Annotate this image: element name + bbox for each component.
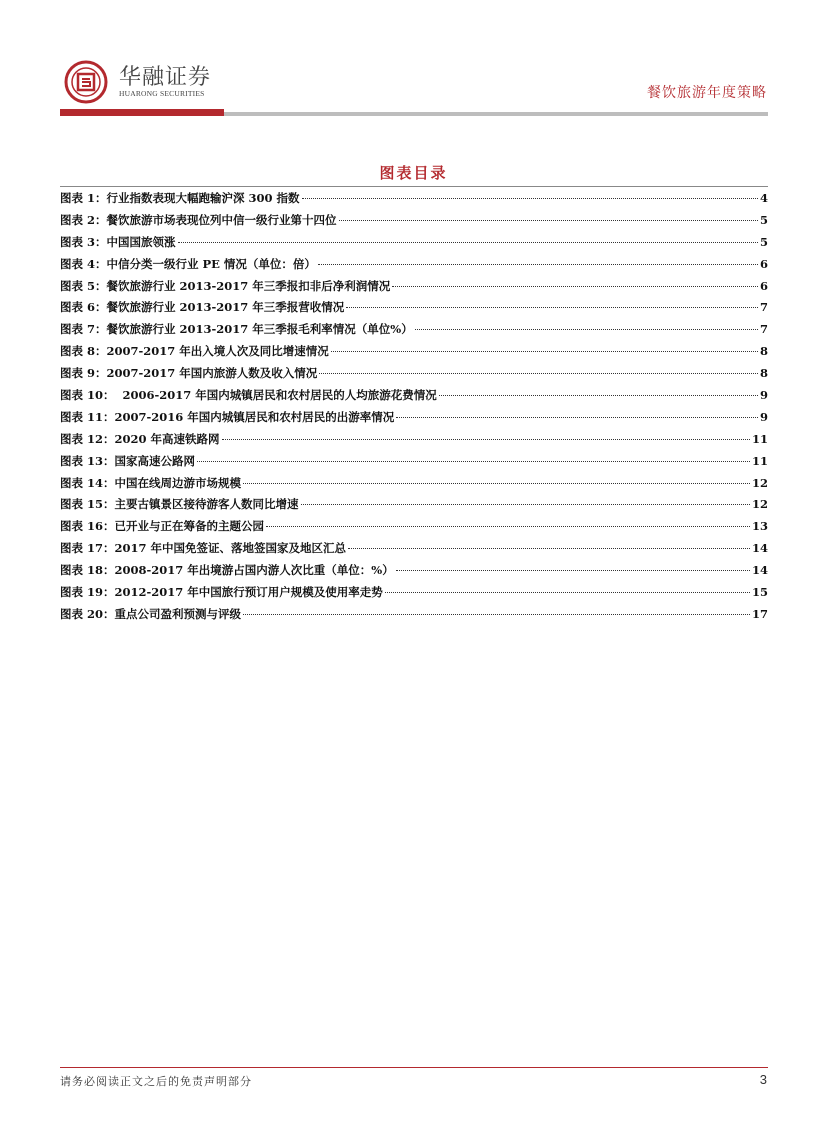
toc-entry-page: 14 <box>751 563 768 578</box>
toc-entry[interactable] <box>60 365 768 387</box>
toc-entry-page: 12 <box>751 475 768 490</box>
toc-title: 图表目录 <box>379 164 448 182</box>
toc-entry[interactable] <box>60 387 768 409</box>
toc-entry[interactable] <box>60 299 768 321</box>
toc-entry-label: 图表 1：行业指数表现大幅跑输沪深 300 指数 <box>60 191 300 205</box>
toc-entry-leader <box>396 417 758 418</box>
toc-entry-label: 图表 10： 2006-2017 年国内城镇居民和农村居民的人均旅游花费情况 <box>60 388 437 403</box>
toc-entry-page: 8 <box>759 344 768 359</box>
footer-disclaimer: 请务必阅读正文之后的免责声明部分 <box>60 1075 252 1088</box>
toc-entry-leader <box>348 548 750 549</box>
toc-entry-leader <box>385 592 750 593</box>
toc-entry-leader <box>197 461 750 462</box>
report-title: 餐饮旅游年度策略 <box>647 85 767 101</box>
toc-entry-label: 图表 8：2007-2017 年出入境人次及同比增速情况 <box>60 344 329 359</box>
toc-entry-leader <box>301 504 750 505</box>
toc-entry-leader <box>318 264 758 265</box>
toc-entry-page: 17 <box>751 606 768 621</box>
toc-entry-leader <box>266 526 750 527</box>
brand-name-cn: 华融证券 <box>119 65 212 90</box>
toc-entry[interactable] <box>60 234 768 256</box>
toc-entry-leader <box>243 614 750 615</box>
toc-entry-page: 7 <box>759 300 768 315</box>
toc-entry-leader <box>319 373 758 374</box>
toc-entry[interactable] <box>60 562 768 584</box>
toc-entry-page: 7 <box>759 322 768 337</box>
toc-entry-leader <box>243 483 750 484</box>
toc-entry-label: 图表 14：中国在线周边游市场规模 <box>60 475 242 490</box>
toc-entry-page: 14 <box>751 541 768 556</box>
toc-entry[interactable] <box>60 343 768 365</box>
toc-entry-label: 图表 4：中信分类一级行业 PE 情况（单位：倍） <box>60 256 316 271</box>
toc-entry-page: 5 <box>759 234 768 249</box>
toc-entry-label: 图表 7：餐饮旅游行业 2013-2017 年三季报毛利率情况（单位%） <box>60 322 413 337</box>
toc-entry-label: 图表 11：2007-2016 年国内城镇居民和农村居民的出游率情况 <box>60 409 395 424</box>
toc-entry-leader <box>302 198 758 199</box>
toc-entry-label: 图表 18：2008-2017 年出境游占国内游人次比重（单位：%） <box>60 563 394 578</box>
toc-entry-label: 图表 3：中国国旅领涨 <box>60 234 176 249</box>
toc-entry-leader <box>439 395 758 396</box>
toc-entry-label: 图表 16：已开业与正在筹备的主题公园 <box>60 519 265 534</box>
brand-name-en: HUARONG SECURITIES <box>119 89 205 98</box>
toc-entry[interactable] <box>60 409 768 431</box>
toc-entry[interactable] <box>60 453 768 475</box>
toc-entry-leader <box>346 307 758 308</box>
toc-entry-label: 图表 12：2020 年高速铁路网 <box>60 431 220 446</box>
toc-entry-page: 12 <box>751 497 768 512</box>
toc-entry[interactable] <box>60 190 768 212</box>
toc-entry-page: 8 <box>759 366 768 381</box>
toc-entry[interactable] <box>60 496 768 518</box>
huarong-logo-icon <box>64 60 108 104</box>
toc-entry[interactable] <box>60 606 768 628</box>
toc-entry[interactable] <box>60 475 768 497</box>
toc-entry-page: 4 <box>759 191 768 205</box>
toc-entry-label: 图表 20：重点公司盈利预测与评级 <box>60 606 242 621</box>
toc-entry-leader <box>396 570 750 571</box>
table-of-figures <box>60 190 768 628</box>
toc-entry-page: 6 <box>759 256 768 271</box>
toc-entry[interactable] <box>60 321 768 343</box>
toc-entry-label: 图表 17：2017 年中国免签证、落地签国家及地区汇总 <box>60 541 347 556</box>
toc-entry-leader <box>222 439 750 440</box>
toc-entry-label: 图表 6：餐饮旅游行业 2013-2017 年三季报营收情况 <box>60 300 345 315</box>
footer-rule <box>60 1067 768 1068</box>
toc-entry-leader <box>392 286 758 287</box>
toc-entry-page: 9 <box>759 409 768 424</box>
header-rule-accent <box>60 109 224 116</box>
toc-entry-page: 5 <box>759 212 768 227</box>
toc-entry[interactable] <box>60 584 768 606</box>
toc-entry[interactable] <box>60 256 768 278</box>
toc-entry-leader <box>178 242 758 243</box>
toc-entry[interactable] <box>60 431 768 453</box>
toc-entry-label: 图表 19：2012-2017 年中国旅行预订用户规模及使用率走势 <box>60 585 383 600</box>
toc-entry-leader <box>331 351 758 352</box>
header-rule <box>224 112 768 116</box>
toc-entry-page: 11 <box>751 431 768 446</box>
toc-entry-leader <box>415 329 758 330</box>
toc-entry-label: 图表 13：国家高速公路网 <box>60 453 196 468</box>
toc-entry-page: 11 <box>751 453 768 468</box>
toc-entry-page: 15 <box>751 585 768 600</box>
toc-entry-label: 图表 5：餐饮旅游行业 2013-2017 年三季报扣非后净利润情况 <box>60 278 391 293</box>
toc-entry-label: 图表 15：主要古镇景区接待游客人数同比增速 <box>60 497 299 512</box>
toc-entry-page: 6 <box>759 278 768 293</box>
toc-entry-leader <box>339 220 758 221</box>
toc-entry[interactable] <box>60 278 768 300</box>
toc-entry[interactable] <box>60 518 768 540</box>
toc-entry[interactable] <box>60 540 768 562</box>
toc-entry-page: 9 <box>759 388 768 403</box>
page-number: 3 <box>759 1072 767 1087</box>
toc-entry-page: 13 <box>751 519 768 534</box>
toc-title-divider <box>60 186 768 187</box>
toc-entry-label: 图表 9：2007-2017 年国内旅游人数及收入情况 <box>60 366 318 381</box>
toc-entry-label: 图表 2：餐饮旅游市场表现位列中信一级行业第十四位 <box>60 212 337 227</box>
toc-entry[interactable] <box>60 212 768 234</box>
